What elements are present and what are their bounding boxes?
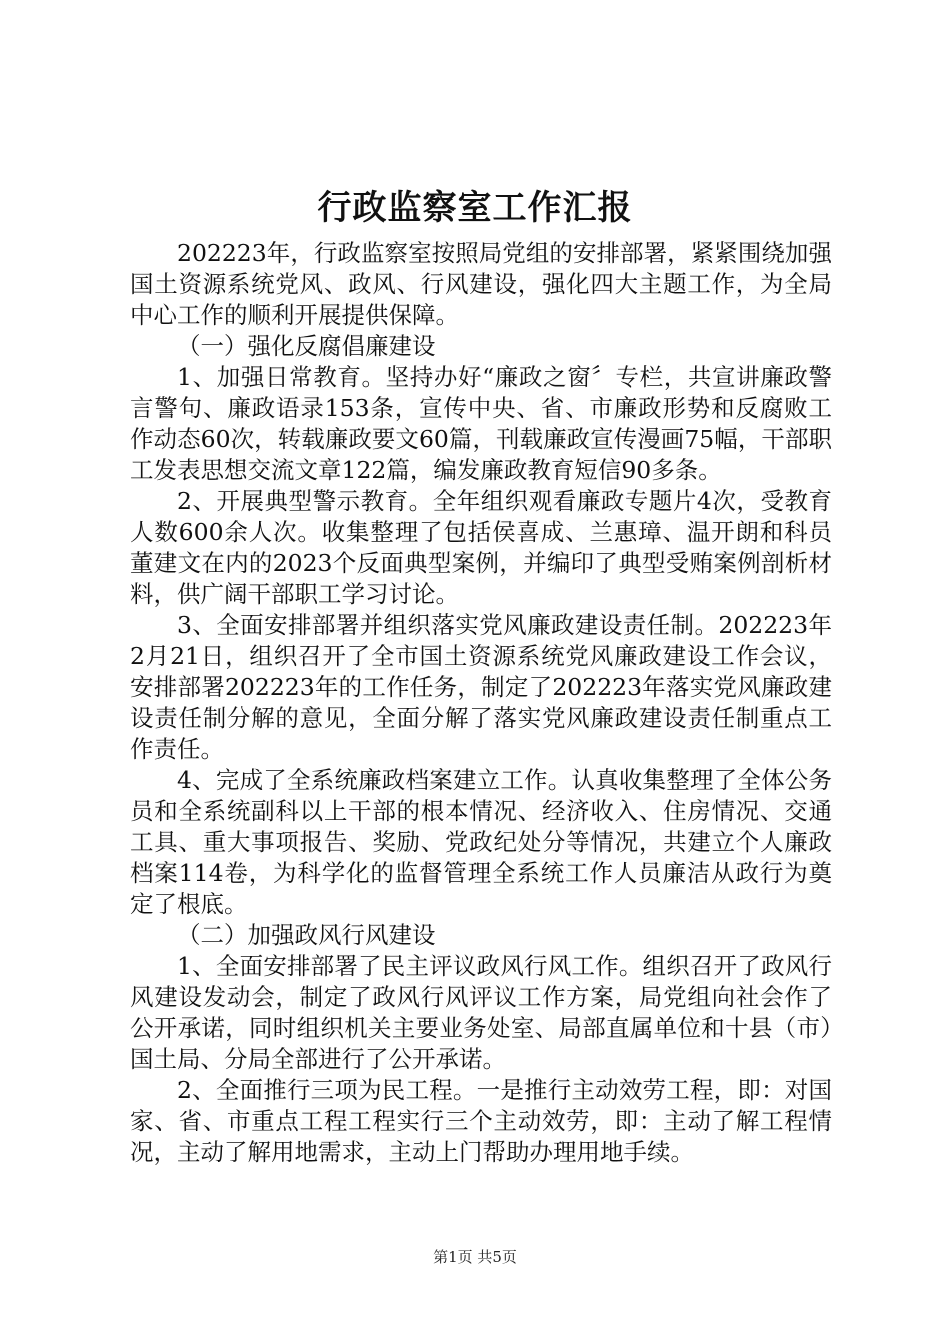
document-body — [130, 238, 832, 1168]
page-indicator: 第1页 共5页 — [433, 1248, 517, 1266]
paragraph-intro: 202223年，行政监察室按照局党组的安排部署，紧紧围绕加强国土资源系统党风、政风、行风建设，强化四大主题工作，为全局中心工作的顺利开展提供保障。 — [130, 239, 832, 329]
paragraph-1-4: 4、完成了全系统廉政档案建立工作。认真收集整理了全体公务员和全系统副科以上干部的根本情况、经济收入、住房情况、交通工具、重大事项报告、奖励、党政纪处分等情况，共建立个人廉政档案114卷，为科学化的监督管理全系统工作人员廉洁从政行为奠定了根底。 — [130, 766, 832, 918]
paragraph-2-2: 2、全面推行三项为民工程。一是推行主动效劳工程，即：对国家、省、市重点工程工程实行三个主动效劳，即：主动了解工程情况，主动了解用地需求，主动上门帮助办理用地手续。 — [130, 1076, 832, 1166]
section-heading-2: （二）加强政风行风建设 — [177, 921, 436, 949]
paragraph-2-1: 1、全面安排部署了民主评议政风行风工作。组织召开了政风行风建设发动会，制定了政风行风评议工作方案，局党组向社会作了公开承诺，同时组织机关主要业务处室、局部直属单位和十县（市）国土局、分局全部进行了公开承诺。 — [130, 952, 832, 1073]
paragraph-1-3: 3、全面安排部署并组织落实党风廉政建设责任制。202223年2月21日，组织召开了全市国土资源系统党风廉政建设工作会议，安排部署202223年的工作任务，制定了202223年落实党风廉政建设责任制分解的意见，全面分解了落实党风廉政建设责任制重点工作责任。 — [130, 611, 832, 763]
section-heading-1: （一）强化反腐倡廉建设 — [177, 332, 436, 360]
paragraph-1-1: 1、加强日常教育。坚持办好“廉政之窗〞专栏，共宣讲廉政警言警句、廉政语录153条，宣传中央、省、市廉政形势和反腐败工作动态60次，转载廉政要文60篇，刊载廉政宣传漫画75幅，干部职工发表思想交流文章122篇，编发廉政教育短信90多条。 — [130, 363, 832, 484]
document-title: 行政监察室工作汇报 — [317, 188, 633, 228]
paragraph-1-2: 2、开展典型警示教育。全年组织观看廉政专题片4次，受教育人数600余人次。收集整理了包括侯喜成、兰惠璋、温开朗和科员董建文在内的2023个反面典型案例，并编印了典型受贿案例剖析材料，供广阔干部职工学习讨论。 — [130, 487, 832, 608]
